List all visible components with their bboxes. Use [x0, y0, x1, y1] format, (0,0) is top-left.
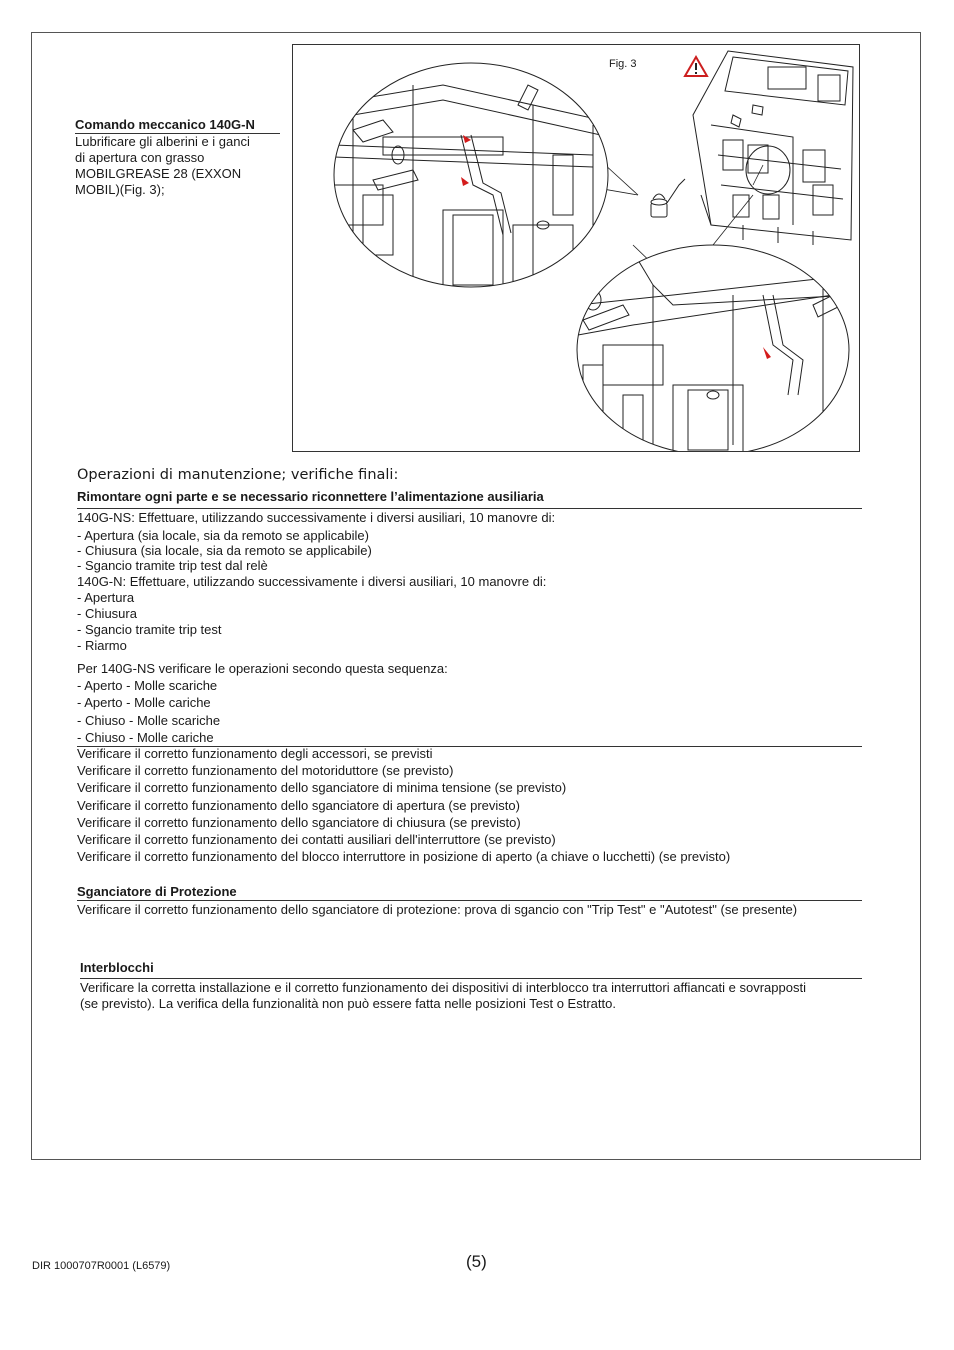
- comando-line-3: MOBILGREASE 28 (EXXON: [75, 166, 242, 181]
- figure-label: Fig. 3: [609, 58, 637, 70]
- block1-line-3: - Chiusura (sia locale, sia da remoto se applicabile): [77, 543, 372, 558]
- block1-line-9: - Riarmo: [77, 638, 127, 653]
- subtitle-rule: [77, 508, 862, 509]
- page-number: (5): [466, 1252, 487, 1271]
- document-code: DIR 1000707R0001 (L6579): [32, 1260, 171, 1272]
- block1-line-7: - Chiusura: [77, 606, 137, 621]
- sganciatore-rule: [77, 900, 862, 901]
- block1-line-1: 140G-NS: Effettuare, utilizzando successivamente i diversi ausiliari, 10 manovre di:: [77, 510, 556, 525]
- warning-triangle-icon: [685, 57, 707, 76]
- block3-line-2: Verificare il corretto funzionamento del motoriduttore (se previsto): [77, 763, 454, 778]
- comando-line-2: di apertura con grasso: [75, 150, 205, 165]
- block3-line-5: Verificare il corretto funzionamento dello sganciatore di chiusura (se previsto): [77, 815, 521, 830]
- figure-3: [292, 44, 860, 452]
- block3-line-7: Verificare il corretto funzionamento del blocco interruttore in posizione di aperto (a chiave o lucchetti) (se previsto): [77, 849, 731, 864]
- block3-line-4: Verificare il corretto funzionamento dello sganciatore di apertura (se previsto): [77, 798, 520, 813]
- block3-line-3: Verificare il corretto funzionamento dello sganciatore di minima tensione (se previsto): [77, 780, 567, 795]
- interblocchi-line-2: (se previsto). La verifica della funzionalità non può essere fatta nelle posizioni Test o Estratto.: [80, 996, 616, 1011]
- comando-line-4: MOBIL)(Fig. 3);: [75, 182, 165, 197]
- block3-line-1: Verificare il corretto funzionamento degli accessori, se previsti: [77, 746, 433, 761]
- block2-line-1: Per 140G-NS verificare le operazioni secondo questa sequenza:: [77, 661, 448, 676]
- maintenance-title: Operazioni di manutenzione; verifiche finali:: [77, 467, 399, 483]
- block1-line-2: - Apertura (sia locale, sia da remoto se applicabile): [77, 528, 369, 543]
- detail-view-2: [577, 245, 849, 452]
- interblocchi-title: Interblocchi: [80, 960, 154, 975]
- interblocchi-rule: [80, 978, 862, 979]
- block1-line-4: - Sgancio tramite trip test dal relè: [77, 558, 268, 573]
- block2-line-2: - Aperto - Molle scariche: [77, 678, 218, 693]
- comando-line-1: Lubrificare gli alberini e i ganci: [75, 134, 250, 149]
- figure-drawing: [293, 45, 860, 452]
- sganciatore-title: Sganciatore di Protezione: [77, 884, 237, 899]
- block2-line-5: - Chiuso - Molle cariche: [77, 730, 214, 745]
- grease-can-icon: [651, 179, 685, 217]
- block1-line-8: - Sgancio tramite trip test: [77, 622, 222, 637]
- block2-line-4: - Chiuso - Molle scariche: [77, 713, 221, 728]
- block1-line-5: 140G-N: Effettuare, utilizzando successivamente i diversi ausiliari, 10 manovre di:: [77, 574, 547, 589]
- sganciatore-text: Verificare il corretto funzionamento dello sganciatore di protezione: prova di sgancio con "Trip Test" e "Autotest" (se presente): [77, 902, 798, 917]
- interblocchi-line-1: Verificare la corretta installazione e il corretto funzionamento dei dispositivi di interblocco tra interruttori affiancati e sovrapposti: [80, 980, 806, 995]
- comando-title: Comando meccanico 140G-N: [75, 117, 255, 132]
- block1-line-6: - Apertura: [77, 590, 135, 605]
- block2-line-3: - Aperto - Molle cariche: [77, 695, 211, 710]
- breaker-overview: [693, 51, 853, 245]
- maintenance-subtitle: Rimontare ogni parte e se necessario riconnettere l’alimentazione ausiliaria: [77, 489, 544, 504]
- block3-line-6: Verificare il corretto funzionamento dei contatti ausiliari dell'interruttore (se previsto): [77, 832, 556, 847]
